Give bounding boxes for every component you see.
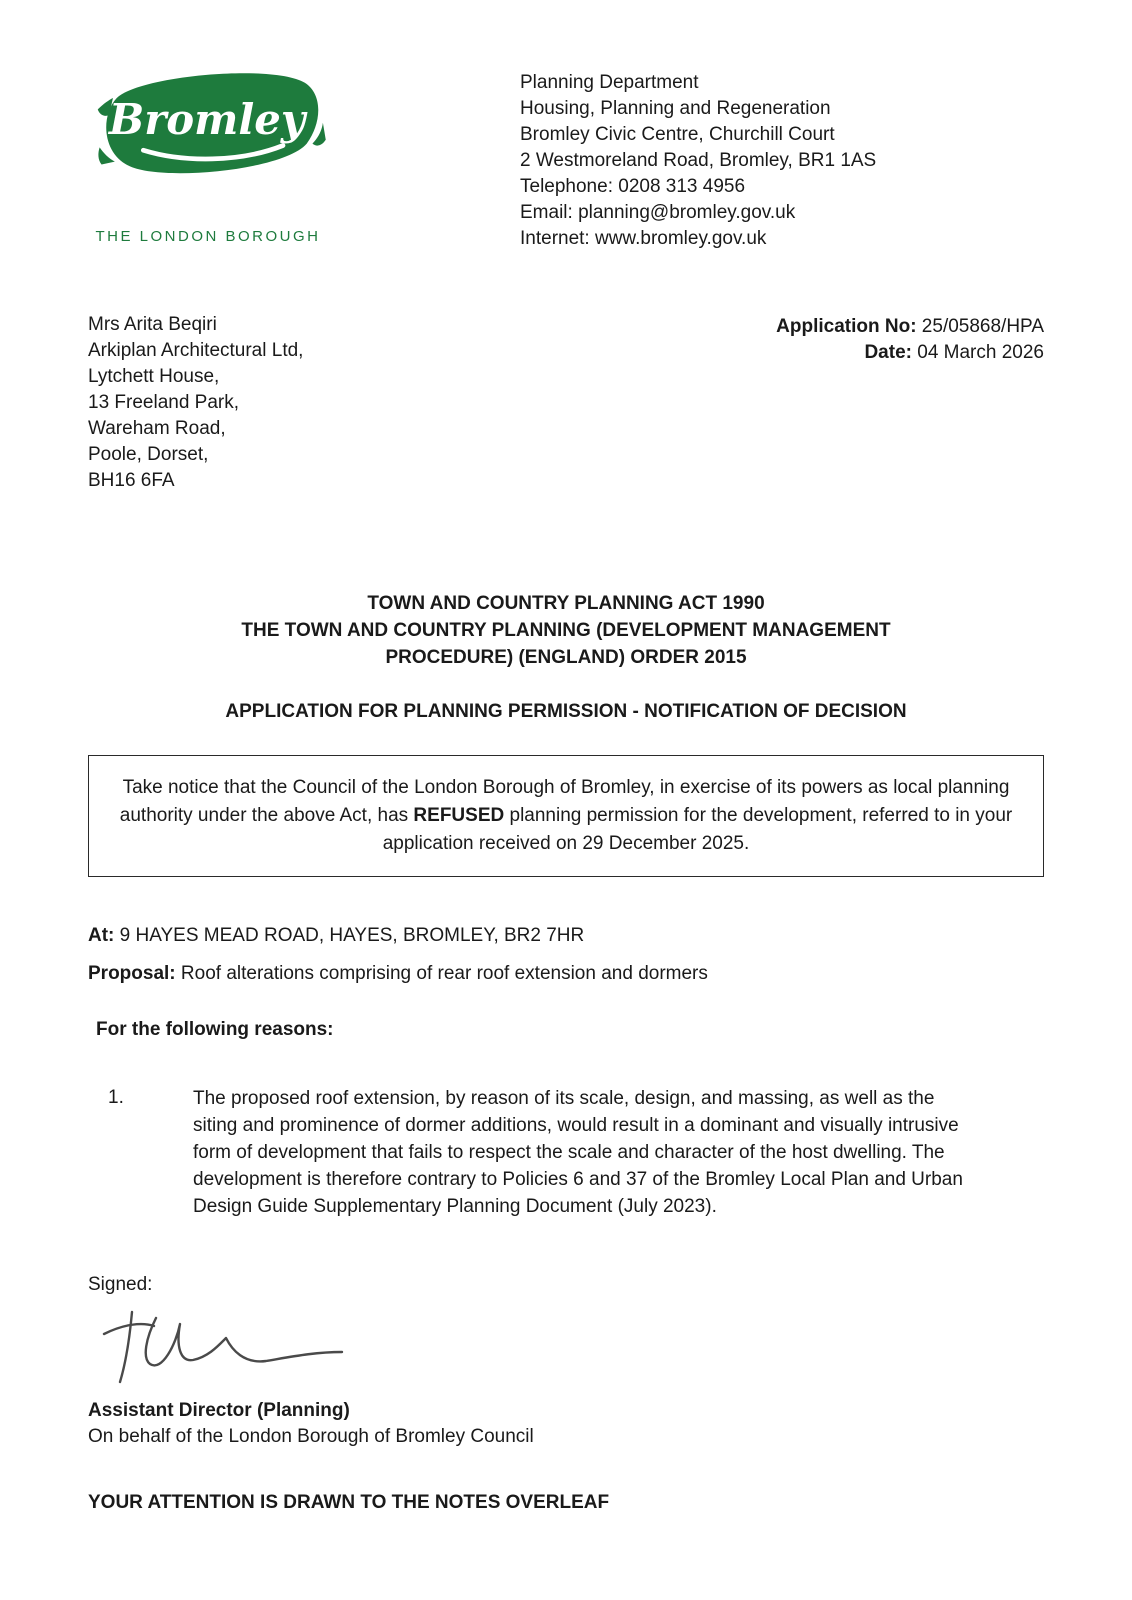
contact-line-division: Housing, Planning and Regeneration bbox=[520, 98, 831, 119]
department-contact-block bbox=[520, 70, 876, 252]
date-line bbox=[776, 340, 1044, 366]
title-order-line1: THE TOWN AND COUNTRY PLANNING (DEVELOPMENT MANAGEMENT bbox=[241, 620, 891, 641]
contact-line-building: Bromley Civic Centre, Churchill Court bbox=[520, 124, 835, 145]
recipient-address-line: Poole, Dorset, bbox=[88, 444, 209, 465]
recipient-address-line: Wareham Road, bbox=[88, 418, 226, 439]
application-number-line bbox=[776, 314, 1044, 340]
recipient-address-line: Lytchett House, bbox=[88, 366, 220, 387]
at-value: 9 HAYES MEAD ROAD, HAYES, BROMLEY, BR2 7HR bbox=[114, 925, 585, 946]
signatory-title: Assistant Director (Planning) bbox=[88, 1400, 350, 1421]
recipient-postcode: BH16 6FA bbox=[88, 470, 175, 491]
bromley-logo-brushstroke-icon bbox=[88, 60, 326, 212]
contact-line-telephone: Telephone: 0208 313 4956 bbox=[520, 176, 746, 197]
bromley-logo bbox=[88, 60, 328, 250]
notice-text-pre: Take notice that the Council of the London Borough of Bromley, in exercise of its powers as local planning authority under the above Act, has bbox=[119, 777, 1010, 826]
contact-line-department: Planning Department bbox=[520, 72, 699, 93]
recipient-address-block bbox=[88, 312, 303, 494]
application-number-label: Application No: bbox=[776, 316, 917, 337]
at-label: At: bbox=[88, 925, 115, 946]
title-act: TOWN AND COUNTRY PLANNING ACT 1990 bbox=[367, 593, 765, 614]
on-behalf-line: On behalf of the London Borough of Bromley Council bbox=[88, 1426, 534, 1447]
contact-line-internet: Internet: www.bromley.gov.uk bbox=[520, 228, 767, 249]
application-reference-block bbox=[776, 314, 1044, 494]
reason-item bbox=[88, 1085, 1044, 1220]
proposal-value: Roof alterations comprising of rear roof extension and dormers bbox=[175, 963, 708, 984]
proposal-line bbox=[88, 961, 1044, 987]
recipient-company: Arkiplan Architectural Ltd, bbox=[88, 340, 304, 361]
reasons-heading: For the following reasons: bbox=[96, 1019, 334, 1040]
proposal-label: Proposal: bbox=[88, 963, 176, 984]
decision-notice-box bbox=[88, 755, 1044, 877]
reason-number: 1. bbox=[108, 1087, 124, 1108]
signature-icon bbox=[90, 1300, 360, 1392]
attention-notes-line: YOUR ATTENTION IS DRAWN TO THE NOTES OVERLEAF bbox=[88, 1492, 610, 1513]
reason-text: The proposed roof extension, by reason of its scale, design, and massing, as well as the siting and prominence of dormer additions, would result in a dominant and visually intrusive form of development that fails to respect the scale and character of the host dwelling. The development is therefore contrary to Policies 6 and 37 of the Bromley Local Plan and Urban Design Guide Supplementary Planning Document (July 2023). bbox=[193, 1088, 963, 1217]
date-label: Date: bbox=[864, 342, 912, 363]
title-order-line2: PROCEDURE) (ENGLAND) ORDER 2015 bbox=[385, 647, 747, 668]
letter-header bbox=[88, 60, 1044, 252]
contact-line-email: Email: planning@bromley.gov.uk bbox=[520, 202, 796, 223]
recipient-name: Mrs Arita Beqiri bbox=[88, 314, 217, 335]
logo-tagline: THE LONDON BOROUGH bbox=[95, 228, 321, 245]
signature-image bbox=[90, 1300, 1044, 1392]
contact-line-street: 2 Westmoreland Road, Bromley, BR1 1AS bbox=[520, 150, 877, 171]
statute-titles bbox=[88, 590, 1044, 671]
title-decision-notice: APPLICATION FOR PLANNING PERMISSION - NOTIFICATION OF DECISION bbox=[225, 701, 907, 722]
address-reference-row bbox=[88, 312, 1044, 494]
signed-label: Signed: bbox=[88, 1274, 153, 1295]
bromley-logo-wordmark: Bromley bbox=[108, 95, 306, 145]
application-number-value: 25/05868/HPA bbox=[916, 316, 1044, 337]
date-value: 04 March 2026 bbox=[911, 342, 1044, 363]
notice-decision-word: REFUSED bbox=[413, 805, 505, 826]
notice-text-post: planning permission for the development, referred to in your application received on 29 December 2025. bbox=[382, 805, 1013, 854]
site-address-line bbox=[88, 923, 1044, 949]
recipient-address-line: 13 Freeland Park, bbox=[88, 392, 240, 413]
